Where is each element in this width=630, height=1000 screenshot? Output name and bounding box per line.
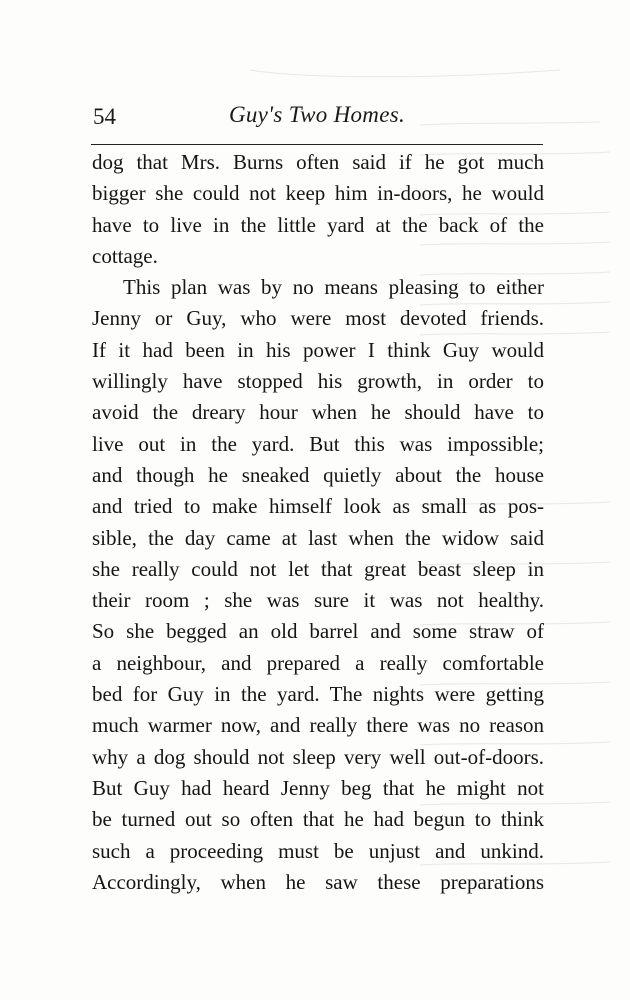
text-line: have to live in the little yard at the back of the — [92, 212, 544, 237]
text-line: why a dog should not sleep very well out-of-doors. — [92, 744, 544, 769]
text-line: But Guy had heard Jenny beg that he might not — [92, 775, 544, 800]
text-line: So she begged an old barrel and some straw of — [92, 619, 544, 644]
text-line: avoid the dreary hour when he should have to — [92, 400, 544, 425]
text-line: willingly have stopped his growth, in order to — [92, 369, 544, 394]
text-line: bed for Guy in the yard. The nights were getting — [92, 682, 544, 707]
text-line: much warmer now, and really there was no reason — [92, 713, 544, 738]
text-line: she really could not let that great beast sleep in — [92, 556, 544, 581]
text-line: such a proceeding must be unjust and unkind. — [92, 838, 544, 863]
text-line: and tried to make himself look as small as pos- — [92, 494, 544, 519]
running-title: Guy's Two Homes. — [228, 102, 406, 127]
text-line: If it had been in his power I think Guy would — [92, 337, 544, 362]
text-line: This plan was by no means pleasing to either — [123, 275, 544, 300]
text-line: their room ; she was sure it was not healthy. — [92, 588, 544, 613]
page-header — [91, 98, 543, 138]
text-line: bigger she could not keep him in-doors, he would — [92, 181, 544, 206]
text-line: live out in the yard. But this was impossible; — [92, 431, 544, 456]
text-line: dog that Mrs. Burns often said if he got much — [92, 150, 544, 174]
header-rule — [91, 144, 543, 145]
text-line: sible, the day came at last when the widow said — [92, 525, 544, 550]
page-number: 54 — [93, 104, 116, 129]
text-line: Accordingly, when he saw these preparations — [92, 869, 544, 894]
text-line: be turned out so often that he had begun to think — [92, 807, 544, 832]
text-line: and though he sneaked quietly about the house — [92, 462, 544, 487]
text-line: Jenny or Guy, who were most devoted friends. — [92, 306, 544, 331]
text-line: a neighbour, and prepared a really comfortable — [92, 650, 544, 675]
text-line: cottage. — [92, 243, 158, 268]
body-text — [92, 147, 544, 898]
